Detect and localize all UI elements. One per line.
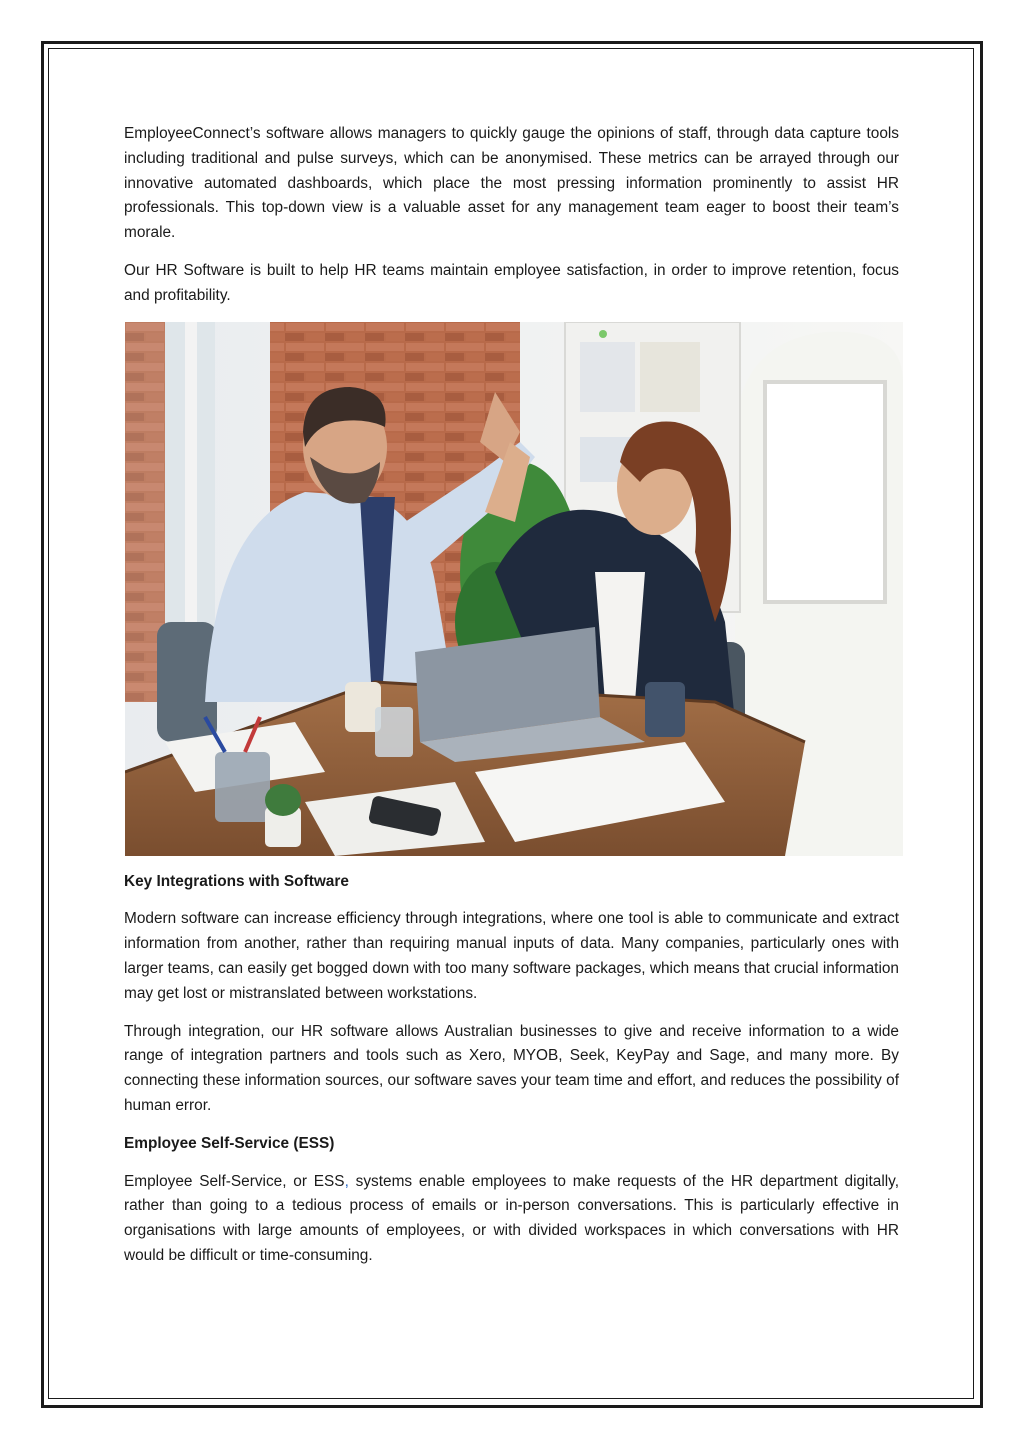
heading-key-integrations: Key Integrations with Software <box>124 872 349 890</box>
paragraph-modern-software: Modern software can increase efficiency through integrations, where one tool is able to communicate and extract information from another, rather than requiring manual inputs of data. Many companies, particularly ones with larger teams, can easily get bogged down with too many software packages, which means that crucial information may get lost or mistranslated between workstations. <box>124 910 899 1002</box>
office-high-five-photo <box>125 322 903 856</box>
ess-link[interactable]: , <box>344 1172 349 1190</box>
paragraph-dashboards: EmployeeConnect’s software allows managers to quickly gauge the opinions of staff, through data capture tools including traditional and pulse surveys, which can be anonymised. These metrics can be arrayed through our innovative automated dashboards, which place the most pressing information prominently to assist HR professionals. This top-down view is a valuable asset for any management team eager to boost their team’s morale. <box>124 125 899 242</box>
paragraph-ess-start: Employee Self-Service, or ESS <box>124 1172 345 1190</box>
paragraph-satisfaction: Our HR Software is built to help HR teams maintain employee satisfaction, in order to improve retention, focus and profitability. <box>124 261 899 304</box>
paragraph-through-integration: Through integration, our HR software allows Australian businesses to give and receive information to a wide range of integration partners and tools such as Xero, MYOB, Seek, KeyPay and Sage, and many more. By connecting these information sources, our software saves your team time and effort, and reduces the possibility of human error. <box>124 1022 899 1114</box>
heading-ess: Employee Self-Service (ESS) <box>124 1134 335 1152</box>
document-body <box>124 122 899 1282</box>
paragraph-ess <box>124 1170 899 1269</box>
paragraph-ess-rest: systems enable employees to make requests of the HR department digitally, rather than going to a tedious process of emails or in-person conversations. This is particularly effective in organisations with large amounts of employees, or with divided workspaces in which conversations with HR would be difficult or time-consuming. <box>124 1172 899 1264</box>
